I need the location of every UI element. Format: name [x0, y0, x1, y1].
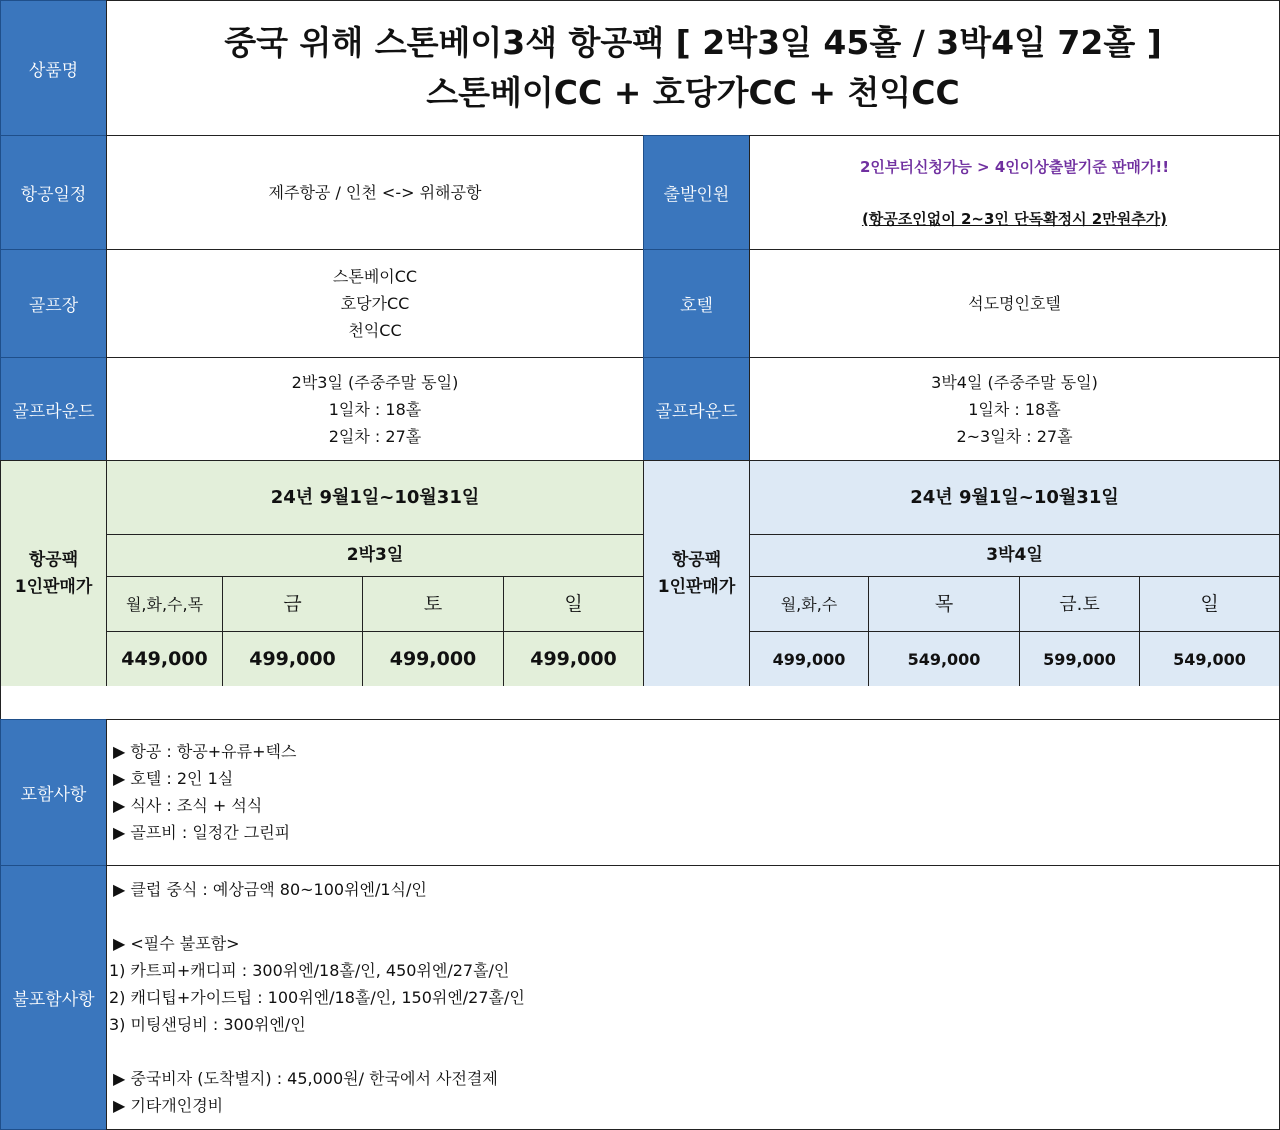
- included-item: ▶ 호텔 : 2인 1실: [113, 769, 234, 788]
- label-golf-round-a: 골프라운드: [0, 357, 107, 461]
- excluded-item: 3) 미팅샌딩비 : 300위엔/인: [109, 1015, 306, 1034]
- day-a-3: 일: [503, 576, 644, 632]
- departure-line-1: 2인부터신청가능 > 4인이상출발기준 판매가!!: [859, 157, 1170, 176]
- label-flight: 항공일정: [0, 135, 107, 250]
- excluded-item: ▶ 클럽 중식 : 예상금액 80~100위엔/1식/인: [113, 880, 427, 899]
- round-a-line: 2일차 : 27홀: [328, 426, 422, 446]
- product-title: [106, 0, 1280, 136]
- excluded-list: [106, 865, 1280, 1130]
- golf-course-item: 호당가CC: [340, 294, 410, 313]
- period-b: 24년 9월1일~10월31일: [749, 460, 1280, 535]
- excluded-item: ▶ 기타개인경비: [113, 1096, 224, 1115]
- excluded-item: ▶ <필수 불포함>: [113, 934, 240, 953]
- day-a-0: 월,화,수,목: [106, 576, 223, 632]
- golf-course-item: 스톤베이CC: [332, 267, 418, 286]
- included-item: ▶ 식사 : 조식 + 석식: [113, 796, 263, 815]
- price-a-3: 499,000: [503, 631, 644, 687]
- duration-a: 2박3일: [106, 534, 644, 577]
- excluded-item: 2) 캐디팁+가이드팁 : 100위엔/18홀/인, 150위엔/27홀/인: [109, 988, 525, 1007]
- price-a-2: 499,000: [362, 631, 504, 687]
- price-b-3: 549,000: [1139, 631, 1280, 687]
- day-b-1: 목: [868, 576, 1020, 632]
- label-pack-price-a: [0, 460, 107, 687]
- duration-b: 3박4일: [749, 534, 1280, 577]
- flight-value: 제주항공 / 인천 <-> 위해공항: [106, 135, 644, 250]
- label-departure: 출발인원: [643, 135, 750, 250]
- included-item: ▶ 항공 : 항공+유류+텍스: [113, 742, 297, 761]
- price-a-1: 499,000: [222, 631, 363, 687]
- excluded-item: 1) 카트피+캐디피 : 300위엔/18홀/인, 450위엔/27홀/인: [109, 961, 510, 980]
- round-b-line: 2~3일차 : 27홀: [956, 426, 1073, 446]
- label-product: 상품명: [0, 0, 107, 136]
- departure-value: [749, 135, 1280, 250]
- pack-price-label-line2: 1인판매가: [14, 576, 93, 597]
- golf-round-a: [106, 357, 644, 461]
- round-a-line: 1일차 : 18홀: [328, 399, 422, 419]
- golf-course-item: 천익CC: [348, 321, 402, 340]
- title-line-2: 스톤베이CC + 호당가CC + 천익CC: [426, 73, 960, 112]
- price-b-2: 599,000: [1019, 631, 1140, 687]
- price-a-0: 449,000: [106, 631, 223, 687]
- label-golf-course: 골프장: [0, 249, 107, 358]
- round-b-line: 3박4일 (주중주말 동일): [931, 372, 1098, 392]
- round-a-line: 2박3일 (주중주말 동일): [291, 372, 459, 392]
- hotel-value: 석도명인호텔: [749, 249, 1280, 358]
- price-b-1: 549,000: [868, 631, 1020, 687]
- round-b-line: 1일차 : 18홀: [968, 399, 1061, 419]
- included-item: ▶ 골프비 : 일정간 그린피: [113, 823, 291, 842]
- label-golf-round-b: 골프라운드: [643, 357, 750, 461]
- pack-price-label-line1: 항공팩: [28, 549, 79, 570]
- period-a: 24년 9월1일~10월31일: [106, 460, 644, 535]
- spacer-row: [0, 686, 1280, 720]
- label-included: 포함사항: [0, 719, 107, 866]
- label-hotel: 호텔: [643, 249, 750, 358]
- day-b-2: 금.토: [1019, 576, 1140, 632]
- departure-line-2: (항공조인없이 2~3인 단독확정시 2만원추가): [861, 209, 1168, 228]
- price-b-0: 499,000: [749, 631, 869, 687]
- golf-round-b: [749, 357, 1280, 461]
- label-pack-price-b: [643, 460, 750, 687]
- pack-price-label-line2: 1인판매가: [657, 576, 736, 597]
- pack-price-label-line1: 항공팩: [671, 549, 722, 570]
- day-a-2: 토: [362, 576, 504, 632]
- label-excluded: 불포함사항: [0, 865, 107, 1130]
- title-line-1: 중국 위해 스톤베이3색 항공팩 [ 2박3일 45홀 / 3박4일 72홀 ]: [224, 23, 1162, 62]
- day-b-0: 월,화,수: [749, 576, 869, 632]
- golf-course-list: [106, 249, 644, 358]
- day-a-1: 금: [222, 576, 363, 632]
- day-b-3: 일: [1139, 576, 1280, 632]
- excluded-item: ▶ 중국비자 (도착별지) : 45,000원/ 한국에서 사전결제: [113, 1069, 498, 1088]
- included-list: [106, 719, 1280, 866]
